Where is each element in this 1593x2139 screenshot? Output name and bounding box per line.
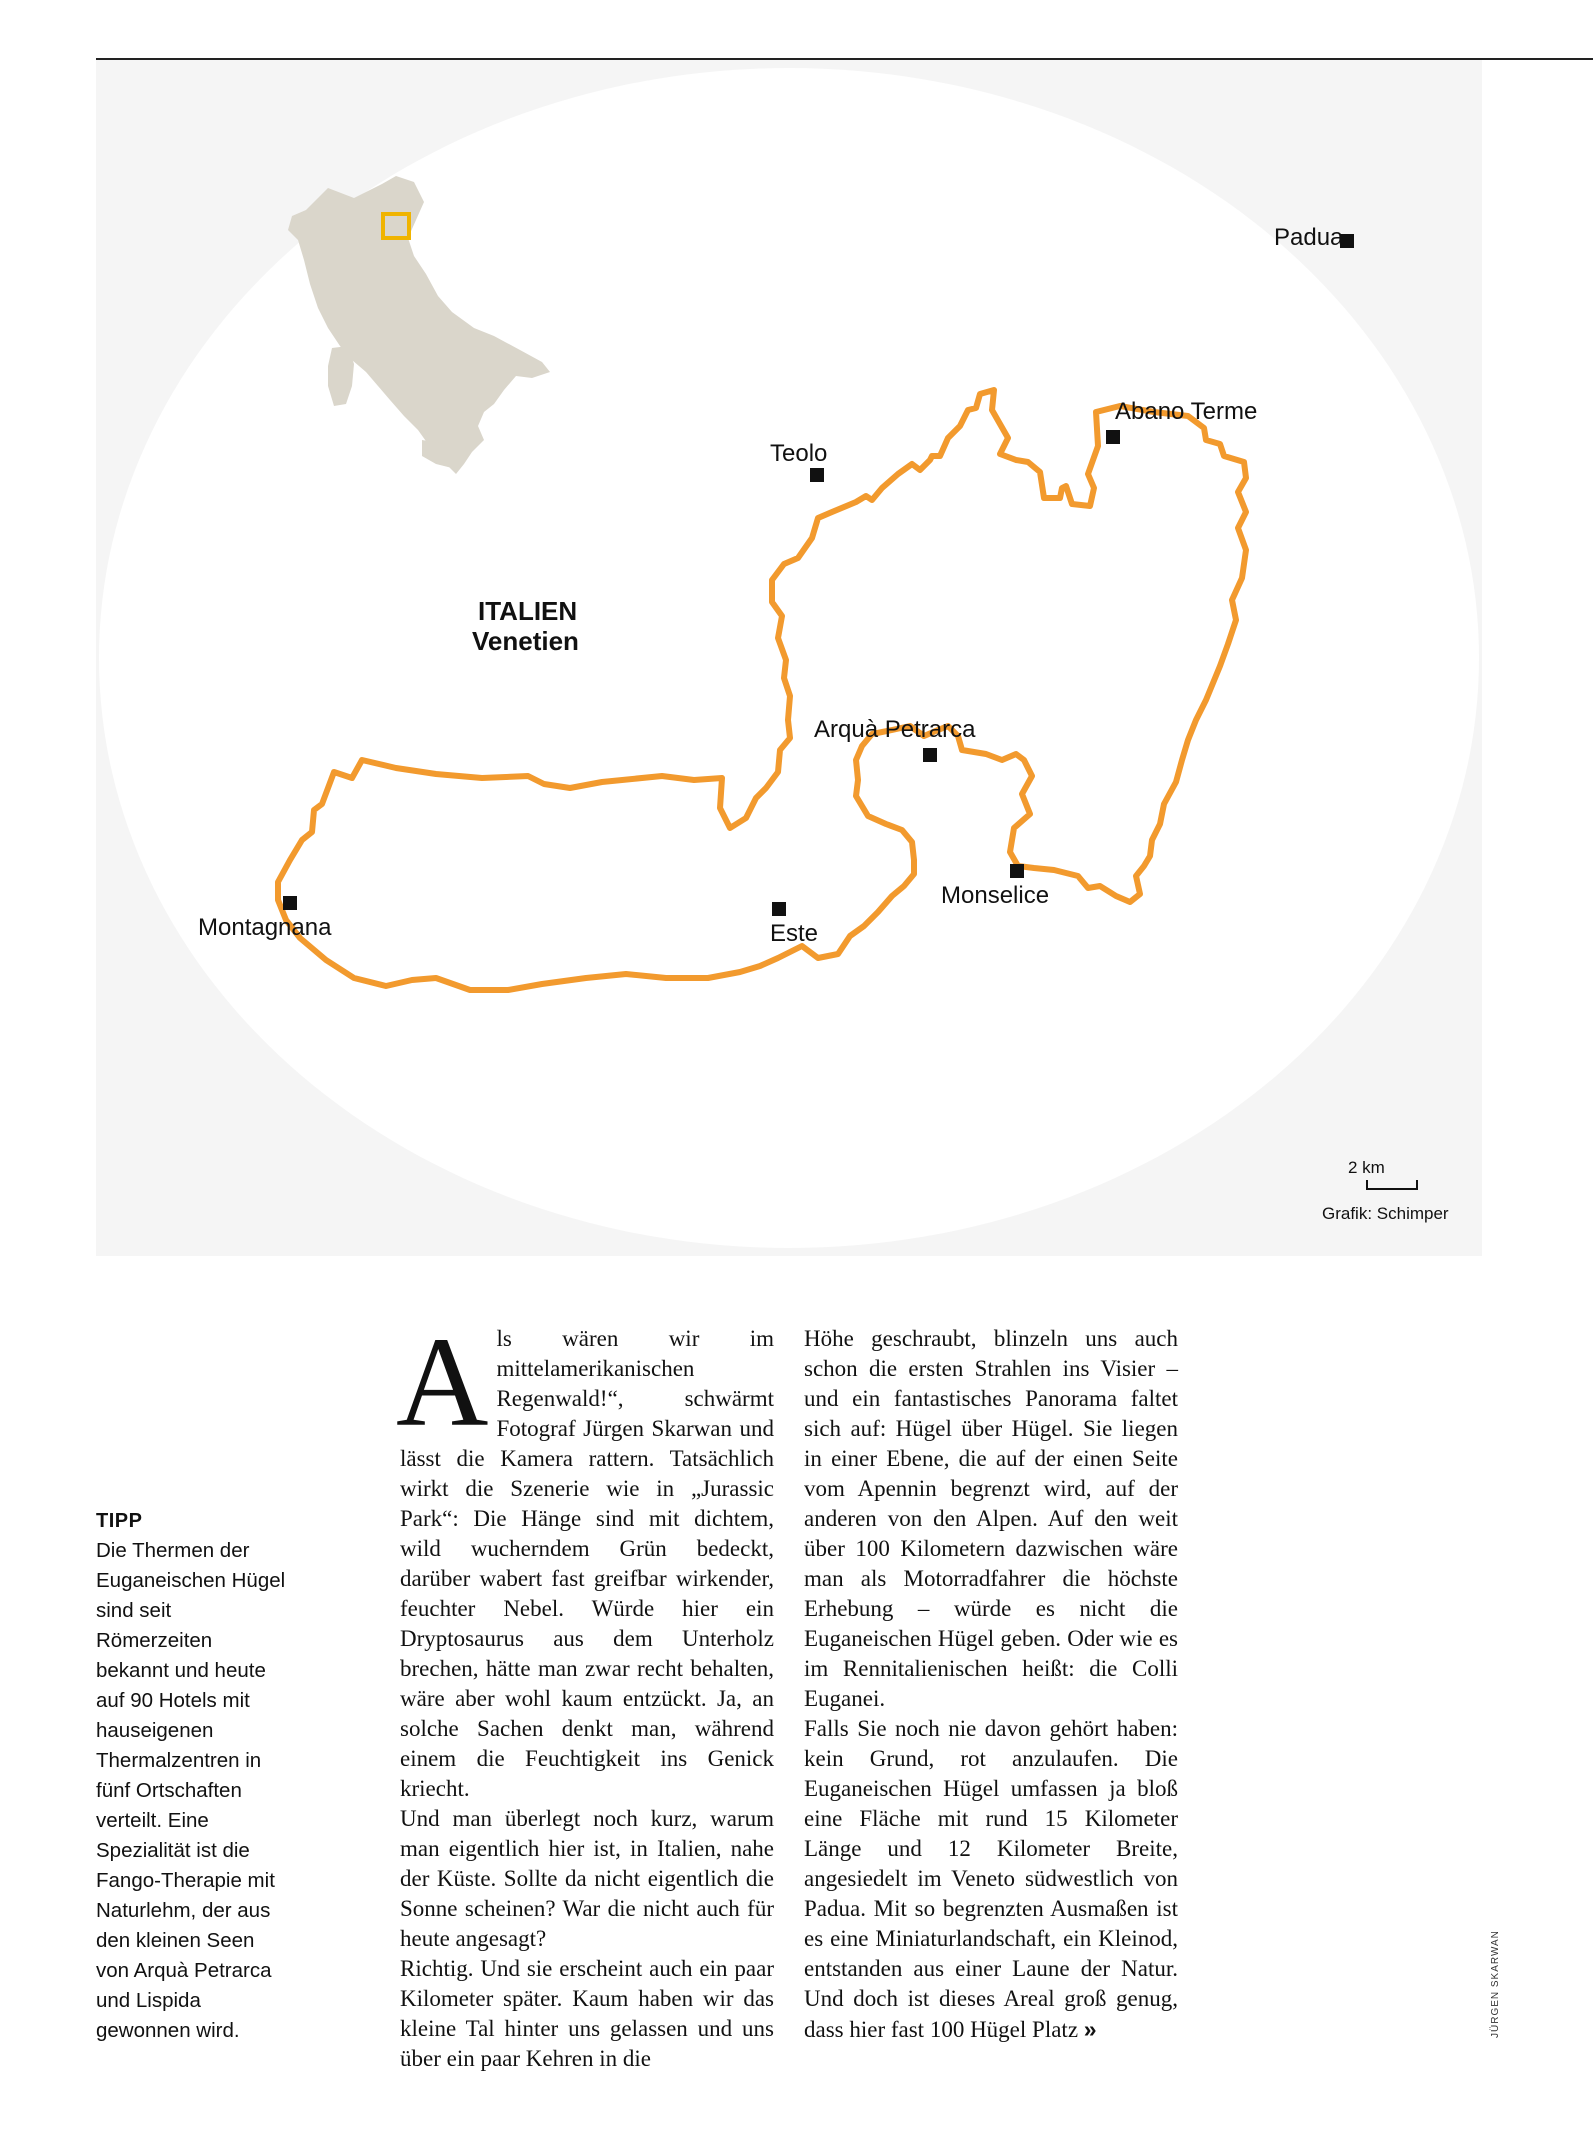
marker-teolo (810, 468, 824, 482)
drop-cap: A (396, 1311, 489, 1453)
label-venetien: Venetien (472, 626, 579, 656)
photo-credit (1490, 1930, 1506, 2038)
label-arqua-petrarca: Arquà Petrarca (814, 716, 976, 743)
article-paragraph: Richtig. Und sie erscheint auch ein paar Kilometer später. Kaum haben wir das kleine Tal hinter uns gelassen und uns über ein paar Kehren in die (400, 1956, 774, 2071)
marker-montagnana (283, 896, 297, 910)
article-paragraph (804, 1714, 1178, 2045)
continue-arrow-icon: » (1083, 2016, 1097, 2042)
label-italien: ITALIEN (478, 596, 578, 626)
tip-text: Die Thermen der Euganeischen Hügel sind seit Römerzeiten bekannt und heute auf 90 Hotels mit hauseigenen Thermalzentren in fünf Ortschaften verteilt. Eine Spezialität ist die Fango-Therapie mit Naturlehm, der aus den kleinen Seen von Arquà Petrarca und Lispida gewonnen wird. (96, 1539, 286, 2042)
label-este: Este (770, 920, 819, 947)
marker-abano (1106, 430, 1120, 444)
scale-label: 2 km (1348, 1158, 1385, 1177)
marker-monselice (1010, 864, 1024, 878)
route-map (96, 60, 1482, 1256)
scale-bar (1366, 1180, 1418, 1190)
tip-box (96, 1506, 286, 2046)
article-column-1 (396, 1311, 774, 2074)
article-column-2 (804, 1324, 1178, 2045)
article-paragraph: ls wären wir im mittelamerikanischen Regenwald!“, schwärmt Fotograf Jürgen Skarwan und lässt die Kamera rattern. Tatsächlich wirkt die Szenerie wie in „Jurassic Park“: Die Hänge sind mit dichtem, wild wucherndem Grün bedeckt, darüber wabert fast greifbar wirkender, feuchter Nebel. Würde hier ein Dryptosaurus aus dem Unterholz brechen, hätte man zwar recht behalten, wäre aber wohl kaum entzückt. Ja, an solche Sachen denkt man, während einem die Feuchtigkeit ins Genick kriecht. (400, 1326, 774, 1801)
label-monselice: Monselice (941, 882, 1050, 909)
label-montagnana: Montagnana (198, 914, 332, 941)
tip-title: TIPP (96, 1510, 143, 1532)
label-abano-terme: Abano Terme (1115, 398, 1258, 425)
graphic-credit: Grafik: Schimper (1322, 1204, 1449, 1223)
marker-este (772, 902, 786, 916)
label-teolo: Teolo (770, 440, 828, 467)
label-padua: Padua (1274, 224, 1344, 251)
article-paragraph: Und man überlegt noch kurz, warum man eigentlich hier ist, in Italien, nahe der Küste. Sollte da nicht eigentlich die Sonne scheinen? War die nicht auch für heute angesagt? (400, 1806, 774, 1951)
article-text: Falls Sie noch nie davon gehört haben: kein Grund, rot anzulaufen. Die Euganeischen Hügel umfassen ja bloß eine Fläche mit rund 15 Kilometer Länge und 12 Kilometer Breite, angesiedelt im Veneto südwestlich von Padua. Mit so begrenzten Ausmaßen ist es eine Miniaturlandschaft, ein Kleinod, entstanden aus einer Laune der Natur. Und doch ist dieses Areal groß genug, dass hier fast 100 Hügel Platz (804, 1716, 1178, 2042)
article-paragraph: Höhe geschraubt, blinzeln uns auch schon die ersten Strahlen ins Visier – und ein fantastisches Panorama faltet sich auf: Hügel über Hügel. Sie liegen in einer Ebene, die auf der einen Seite vom Apennin begrenzt wird, auf der anderen von den Alpen. Auf den weit über 100 Kilometern dazwischen wäre man als Motorradfahrer die höchste Erhebung – würde es nicht die Euganeischen Hügel geben. Oder wie es im Rennitalienischen heißt: die Colli Euganei. (804, 1326, 1178, 1711)
photo-credit-text: JÜRGEN SKARWAN (1490, 1930, 1501, 2038)
marker-arqua (923, 748, 937, 762)
